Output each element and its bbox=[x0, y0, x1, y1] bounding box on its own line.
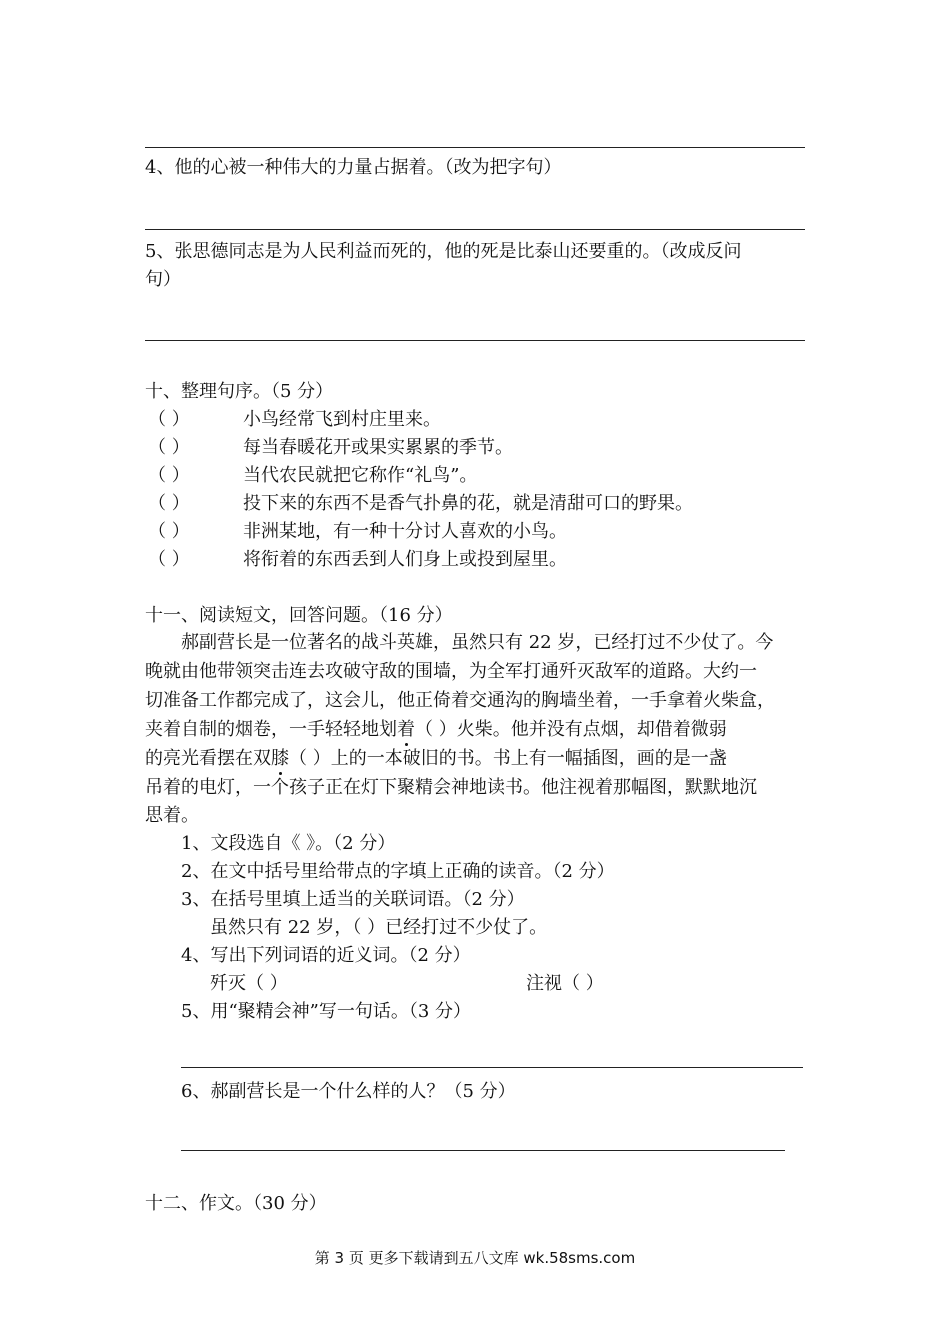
order-sentence: 非洲某地，有一种十分讨人喜欢的小鸟。 bbox=[243, 521, 567, 542]
order-sentence: 将衔着的东西丢到人们身上或投到屋里。 bbox=[243, 549, 567, 570]
passage-line: 郝副营长是一位著名的战斗英雄，虽然只有 22 岁，已经打过不少仗了。今 bbox=[181, 632, 774, 653]
question-4: 4、他的心被一种伟大的力量占据着。（改为把字句） bbox=[145, 157, 562, 178]
passage-text: （ ）上的一本破旧的书。书上有一幅插图，画的是一盏 bbox=[289, 748, 727, 769]
sub-question-1: 1、文段选自《 》。（2 分） bbox=[181, 833, 396, 854]
passage-line: 晚就由他带领突击连去攻破守敌的围墙，为全军打通歼灭敌军的道路。大约一 bbox=[145, 661, 757, 682]
order-bracket: （ ） bbox=[148, 549, 190, 570]
sub-question-4: 4、写出下列词语的近义词。（2 分） bbox=[181, 945, 471, 966]
answer-line bbox=[181, 1150, 785, 1151]
order-bracket: （ ） bbox=[148, 493, 190, 514]
passage-line bbox=[145, 715, 727, 741]
question-5-line1: 5、张思德同志是为人民利益而死的，他的死是比泰山还要重的。（改成反问 bbox=[145, 241, 742, 262]
passage-text: （ ）火柴。他并没有点烟，却借着微弱 bbox=[415, 719, 727, 740]
synonym-gaze: 注视（ ） bbox=[526, 973, 604, 994]
sub-question-3-sentence: 虽然只有 22 岁，（ ）已经打过不少仗了。 bbox=[210, 917, 548, 938]
answer-line bbox=[181, 1067, 803, 1068]
section-11-title: 十一、阅读短文，回答问题。（16 分） bbox=[145, 605, 453, 626]
passage-text: 夹着自制的烟卷，一手轻轻地划 bbox=[145, 719, 397, 740]
order-sentence: 小鸟经常飞到村庄里来。 bbox=[243, 409, 441, 430]
order-sentence: 当代农民就把它称作“礼鸟”。 bbox=[243, 465, 478, 486]
passage-text: 的亮光看摆在双 bbox=[145, 748, 271, 769]
section-12-title: 十二、作文。（30 分） bbox=[145, 1193, 327, 1214]
section-10-title: 十、整理句序。（5 分） bbox=[145, 381, 334, 402]
sub-question-3: 3、在括号里填上适当的关联词语。（2 分） bbox=[181, 889, 525, 910]
dotted-character: 膝 bbox=[271, 744, 289, 770]
answer-line bbox=[145, 229, 805, 230]
dotted-character: 着 bbox=[397, 715, 415, 741]
question-5-line2: 句） bbox=[145, 269, 181, 290]
passage-line: 思着。 bbox=[145, 805, 199, 826]
answer-line bbox=[145, 340, 805, 341]
answer-line bbox=[145, 147, 805, 148]
passage-line: 吊着的电灯，一个孩子正在灯下聚精会神地读书。他注视着那幅图，默默地沉 bbox=[145, 777, 757, 798]
order-bracket: （ ） bbox=[148, 437, 190, 458]
order-bracket: （ ） bbox=[148, 409, 190, 430]
passage-line: 切准备工作都完成了，这会儿，他正倚着交通沟的胸墙坐着，一手拿着火柴盒， bbox=[145, 690, 775, 711]
order-bracket: （ ） bbox=[148, 521, 190, 542]
order-sentence: 每当春暖花开或果实累累的季节。 bbox=[243, 437, 513, 458]
synonym-annihilate: 歼灭（ ） bbox=[210, 973, 288, 994]
sub-question-2: 2、在文中括号里给带点的字填上正确的读音。（2 分） bbox=[181, 861, 615, 882]
page-footer: 第 3 页 更多下载请到五八文库 wk.58sms.com bbox=[314, 1249, 636, 1267]
sub-question-6: 6、郝副营长是一个什么样的人？（5 分） bbox=[181, 1081, 516, 1102]
order-bracket: （ ） bbox=[148, 465, 190, 486]
passage-line bbox=[145, 744, 727, 770]
sub-question-5: 5、用“聚精会神”写一句话。（3 分） bbox=[181, 1001, 472, 1022]
order-sentence: 投下来的东西不是香气扑鼻的花，就是清甜可口的野果。 bbox=[243, 493, 693, 514]
